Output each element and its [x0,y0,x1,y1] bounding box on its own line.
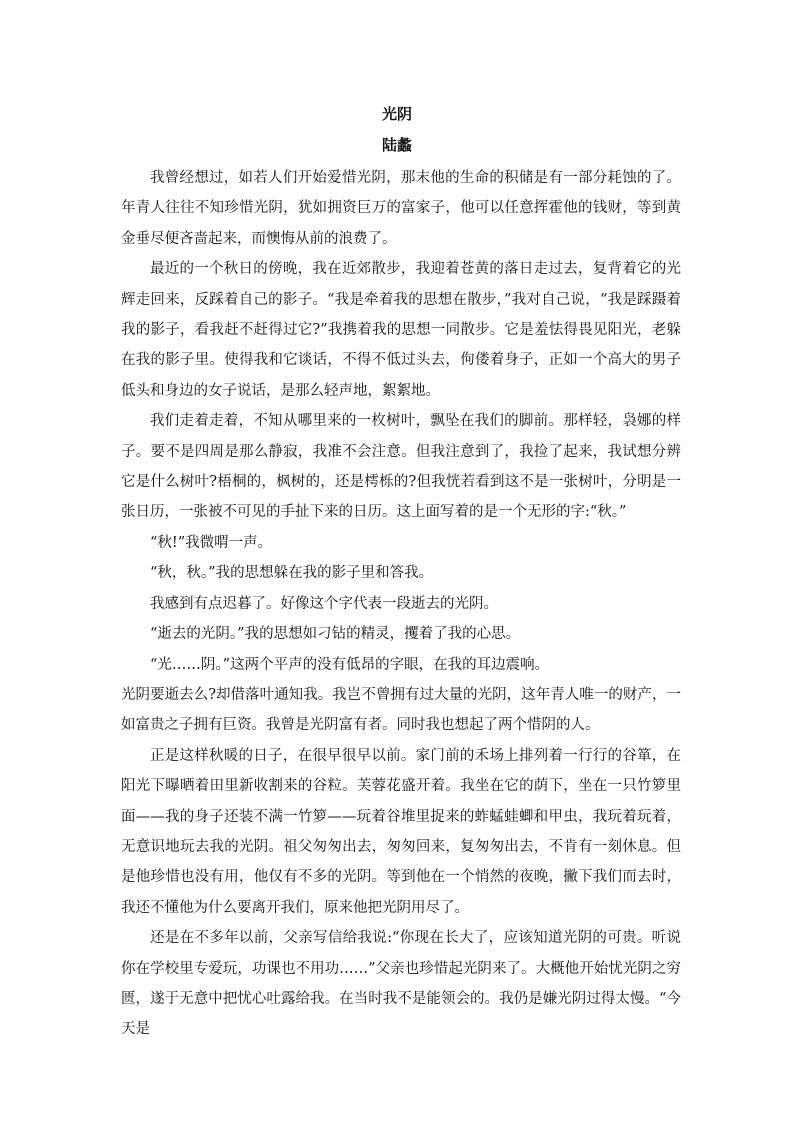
paragraph-6: 我感到有点迟暮了。好像这个字代表一段逝去的光阴。 [150,595,498,612]
paragraph-8: “光……阴。”这两个平声的没有低昂的字眼，在我的耳边震响。 [150,656,550,673]
paragraph-10: 正是这样秋暖的日子，在很早很早以前。家门前的禾场上排列着一行行的谷箪，在阳光下曝晒着田里新收割来的谷粒。芙蓉花盛开着。我坐在它的荫下，坐在一只竹箩里面——我的身子还装不满一竹箩——玩着谷堆里捉来的蚱蜢蛙蝍和甲虫，我玩着玩着，无意识地玩去我的光阴。祖父匆匆出去，匆匆回来，复匆匆出去，不肯有一刻休息。但是他珍惜也没有用，他仅有不多的光阴。等到他在一个悄然的夜晚，撇下我们而去时，我还不懂他为什么要离开我们，原来他把光阴用尽了。 [121,747,681,916]
paragraph-5: “秋，秋。”我的思想躲在我的影子里和答我。 [150,565,434,582]
essay-body [121,163,681,1045]
paragraph-11: 还是在不多年以前，父亲写信给我说:“你现在长大了，应该知道光阴的可贵。听说你在学校里专爱玩，功课也不用功……”父亲也珍惜起光阴来了。大概他开始忧光阴之穷匮，遂于无意中把忧心吐露给我。在当时我不是能领会的。我仍是嫌光阴过得太慢。“今天是 [121,930,681,1038]
paragraph-2: 最近的一个秋日的傍晚，我在近郊散步，我迎着苍黄的落日走过去，复背着它的光辉走回来，反踩着自己的影子。“我是牵着我的思想在散步，”我对自己说，“我是踩蹑着我的影子，看我赶不赶得过它?”我携着我的思想一同散步。它是羞怯得畏见阳光，老躲在我的影子里。使得我和它谈话，不得不低过头去，佝偻着身子，正如一个高大的男子低头和身边的女子说话，是那么轻声地，絮絮地。 [121,261,681,399]
author-name: 陆蠡 [381,136,412,154]
essay-title: 光阴 [381,105,412,123]
paragraph-3: 我们走着走着，不知从哪里来的一枚树叶，飘坠在我们的脚前。那样轻，袅娜的样子。要不是四周是那么静寂，我准不会注意。但我注意到了，我捡了起来，我试想分辨它是什么树叶?梧桐的，枫树的，还是樗栎的?但我恍若看到这不是一张树叶，分明是一张日历，一张被不可见的手扯下来的日历。这上面写着的是一个无形的字:“秋。” [121,413,681,521]
paragraph-1: 我曾经想过，如若人们开始爱惜光阴，那末他的生命的积储是有一部分耗蚀的了。年青人往往不知珍惜光阴，犹如拥资巨万的富家子，他可以任意挥霍他的钱财，等到黄金垂尽便吝啬起来，而懊悔从前的浪费了。 [121,170,681,247]
paragraph-9: 光阴要逝去么?却借落叶通知我。我岂不曾拥有过大量的光阴，这年青人唯一的财产，一如富贵之子拥有巨资。我曾是光阴富有者。同时我也想起了两个惜阴的人。 [121,686,681,734]
paragraph-4: “秋!”我微喟一声。 [150,534,273,551]
paragraph-7: “逝去的光阴。”我的思想如刁钻的精灵，攫着了我的心思。 [150,626,521,643]
